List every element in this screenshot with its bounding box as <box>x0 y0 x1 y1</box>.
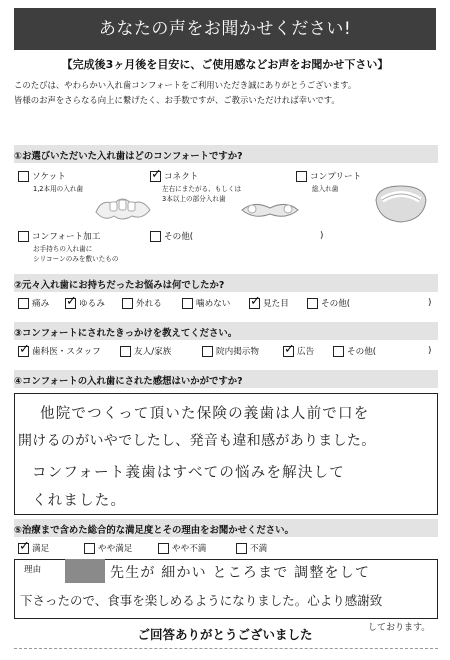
intro-text <box>14 78 438 108</box>
redacted-name <box>65 559 105 583</box>
q3-dentist-staff-checkbox[interactable] <box>18 346 29 357</box>
footer-thanks: ご回答ありがとうございました <box>137 627 313 642</box>
q1-option-socket[interactable] <box>18 170 66 182</box>
q2-loose-label: ゆるみ <box>79 299 105 309</box>
q3-option-advertisement[interactable] <box>283 345 314 357</box>
q2-pain-label: 痛み <box>32 299 50 309</box>
q1-socket-desc: 1,2本用の入れ歯 <box>33 185 84 193</box>
q5-reason-line-3: しております。 <box>368 623 431 633</box>
q4-answer-line-1: 他院でつくって頂いた保険の義歯は人前で口を <box>40 406 370 422</box>
q5-satisfied-label: 満足 <box>32 544 50 554</box>
q1-option-comfort-processing[interactable] <box>18 230 100 242</box>
q1-comfort-processing-desc <box>33 244 118 264</box>
q1-other-checkbox[interactable] <box>150 231 161 242</box>
q3-other-label: その他( <box>347 347 377 357</box>
q3-dentist-staff-label: 歯科医・スタッフ <box>32 347 101 357</box>
q1-comfort-processing-desc-line-2: シリコーンのみを敷いたもの <box>33 255 119 263</box>
socket-denture-illustration <box>92 190 154 226</box>
q1-connect-checkbox[interactable] <box>150 171 161 182</box>
q5-dissatisfied-checkbox[interactable] <box>236 543 247 554</box>
q2-falls-out-label: 外れる <box>136 299 162 309</box>
q5-title: ⑤治療まで含めた総合的な満足度とその理由をお聞かせください。 <box>14 525 294 536</box>
intro-line-2: 皆様のお声をさらなる向上に繋げたく、お手数ですが、ご教示いただければ幸いです。 <box>14 95 340 105</box>
connect-denture-illustration <box>238 196 302 224</box>
q2-option-loose[interactable] <box>65 297 105 309</box>
q5-somewhat-satisfied-label: やや満足 <box>98 544 133 554</box>
q2-appearance-checkbox[interactable] <box>249 298 260 309</box>
footer-divider <box>14 648 438 649</box>
q5-reason-line-1: 先生が 細かい ところまで 調整をして <box>110 565 371 581</box>
page-title: あなたの声をお聞かせください! <box>14 8 436 50</box>
q1-comfort-processing-checkbox[interactable] <box>18 231 29 242</box>
q3-advertisement-checkbox[interactable] <box>283 346 294 357</box>
q2-other-checkbox[interactable] <box>307 298 318 309</box>
q1-complete-checkbox[interactable] <box>296 171 307 182</box>
q2-appearance-label: 見た目 <box>263 299 289 309</box>
q1-option-other[interactable] <box>150 230 193 242</box>
q1-option-connect[interactable] <box>150 170 198 182</box>
q2-other-label: その他( <box>321 299 351 309</box>
q1-other-close-paren: ) <box>320 231 324 241</box>
q3-option-clinic-poster[interactable] <box>202 345 259 357</box>
q1-comfort-processing-desc-line-1: お手持ちの入れ歯に <box>33 245 93 253</box>
q5-reason-line-2: 下さったので、食事を楽しめるようになりました。心より感謝致 <box>20 593 383 608</box>
q2-title: ②元々入れ歯にお持ちだったお悩みは何でしたか? <box>14 280 225 291</box>
q3-other-close-paren: ) <box>428 346 432 356</box>
q1-socket-checkbox[interactable] <box>18 171 29 182</box>
q3-clinic-poster-checkbox[interactable] <box>202 346 213 357</box>
q5-somewhat-dissatisfied-label: やや不満 <box>172 544 207 554</box>
q3-friend-family-label: 友人/家族 <box>134 347 172 357</box>
q1-other-label: その他( <box>164 232 194 242</box>
q2-falls-out-checkbox[interactable] <box>122 298 133 309</box>
q2-cannot-chew-label: 噛めない <box>196 299 231 309</box>
q3-friend-family-checkbox[interactable] <box>120 346 131 357</box>
q1-title: ①お選びいただいた入れ歯はどのコンフォートですか? <box>14 151 243 162</box>
q1-comfort-processing-label: コンフォート加工 <box>32 232 101 242</box>
q5-somewhat-dissatisfied-checkbox[interactable] <box>158 543 169 554</box>
q1-connect-desc-line-2: 3本以上の部分入れ歯 <box>162 195 226 203</box>
q4-answer-line-2: 開けるのがいやでしたし、発音も違和感がありました。 <box>18 433 376 449</box>
q5-reason-label: 理由 <box>24 565 42 575</box>
q3-other-checkbox[interactable] <box>333 346 344 357</box>
q1-connect-desc <box>162 184 241 204</box>
q5-dissatisfied-label: 不満 <box>250 544 268 554</box>
q4-answer-line-4: くれました。 <box>32 493 127 509</box>
q3-advertisement-label: 広告 <box>297 347 315 357</box>
q3-option-dentist-staff[interactable] <box>18 345 101 357</box>
q5-option-somewhat-satisfied[interactable] <box>84 542 132 554</box>
q3-clinic-poster-label: 院内掲示物 <box>216 347 259 357</box>
q1-connect-label: コネクト <box>164 172 199 182</box>
q5-somewhat-satisfied-checkbox[interactable] <box>84 543 95 554</box>
q5-option-dissatisfied[interactable] <box>236 542 267 554</box>
q1-connect-desc-line-1: 左右にまたがる、もしくは <box>162 185 242 193</box>
q2-other-close-paren: ) <box>428 298 432 308</box>
complete-denture-illustration <box>372 180 430 226</box>
q5-option-somewhat-dissatisfied[interactable] <box>158 542 206 554</box>
q2-option-other[interactable] <box>307 297 350 309</box>
q2-option-appearance[interactable] <box>249 297 289 309</box>
q2-pain-checkbox[interactable] <box>18 298 29 309</box>
q1-socket-label: ソケット <box>32 172 66 182</box>
q2-cannot-chew-checkbox[interactable] <box>182 298 193 309</box>
q5-option-satisfied[interactable] <box>18 542 49 554</box>
q3-title: ③コンフォートにされたきっかけを教えてください。 <box>14 328 238 339</box>
q5-satisfied-checkbox[interactable] <box>18 543 29 554</box>
q3-option-friend-family[interactable] <box>120 345 171 357</box>
q2-option-falls-out[interactable] <box>122 297 162 309</box>
q1-complete-label: コンプリート <box>310 172 362 182</box>
page-subtitle: 【完成後3ヶ月後を目安に、ご使用感などお声をお聞かせ下さい】 <box>61 58 389 71</box>
q1-option-complete[interactable] <box>296 170 361 182</box>
q4-answer-line-3: コンフォート義歯はすべての悩みを解決して <box>32 465 345 481</box>
q4-title: ④コンフォートの入れ歯にされた感想はいかがですか? <box>14 376 243 387</box>
intro-line-1: このたびは、やわらかい入れ歯コンフォートをご利用いただき誠にありがとうございます。 <box>14 80 357 90</box>
q3-option-other[interactable] <box>333 345 376 357</box>
q1-complete-desc: 総入れ歯 <box>312 185 339 193</box>
q2-option-pain[interactable] <box>18 297 49 309</box>
q2-option-cannot-chew[interactable] <box>182 297 230 309</box>
q2-loose-checkbox[interactable] <box>65 298 76 309</box>
